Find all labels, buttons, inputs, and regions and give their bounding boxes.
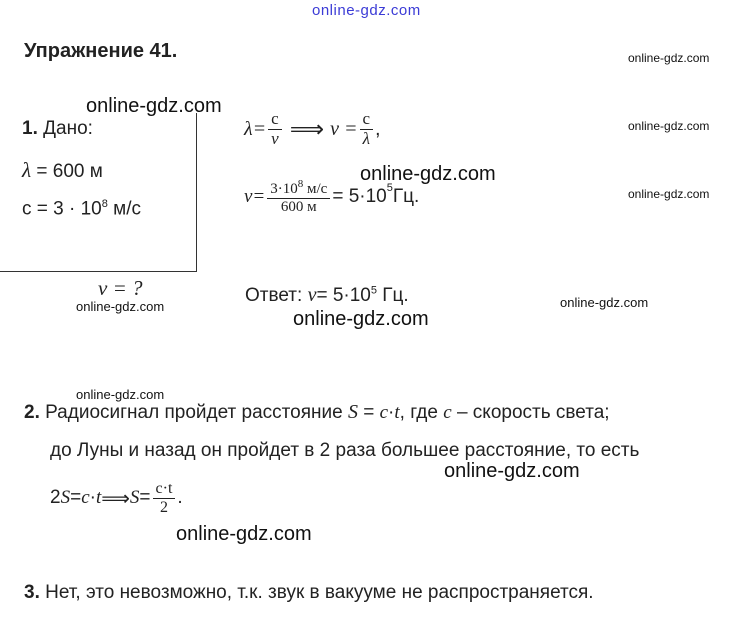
given-header xyxy=(22,118,93,140)
answer-nu: ν xyxy=(307,284,317,306)
watermark: online-gdz.com xyxy=(176,523,312,545)
lambda-symbol: λ xyxy=(22,158,32,182)
calc-line xyxy=(244,178,419,215)
dot: · xyxy=(388,402,395,423)
var-t: t xyxy=(394,402,400,423)
var-S: S xyxy=(347,401,358,423)
fraction-denominator: 2 xyxy=(159,498,168,516)
answer-line xyxy=(245,284,409,307)
p2-text: = xyxy=(357,402,380,423)
eq: = xyxy=(139,487,151,509)
calc-lhs: ν= xyxy=(244,185,266,207)
calc-result-exp: 5 xyxy=(386,182,393,194)
formula-lhs: λ= xyxy=(244,117,267,140)
p2-text: Радиосигнал пройдет расстояние xyxy=(45,402,348,423)
calc-result-unit: Гц. xyxy=(392,185,420,207)
calc-denominator: 600 м xyxy=(280,198,317,215)
watermark: online-gdz.com xyxy=(444,460,580,482)
fraction-denominator: ν xyxy=(271,128,279,148)
calc-result: = 5·10 xyxy=(332,185,387,207)
var-c: c xyxy=(379,402,389,423)
formula-rhs: ν = xyxy=(330,117,358,140)
watermark: online-gdz.com xyxy=(628,187,710,201)
fraction-numerator: c xyxy=(360,110,374,130)
fraction-c-over-lambda xyxy=(360,110,374,148)
p2-text: , где xyxy=(399,402,444,423)
c-unit: м/с xyxy=(107,198,141,220)
fraction-denominator: λ xyxy=(362,128,370,148)
watermark: online-gdz.com xyxy=(628,51,710,65)
problem-number: 2. xyxy=(24,402,40,423)
p2-line2: до Луны и назад он пройдет в 2 раза большее расстояние, то есть xyxy=(50,440,640,461)
answer-exp: 5 xyxy=(370,284,377,297)
var-c: c xyxy=(81,487,90,509)
find-nu: ν = ? xyxy=(98,276,143,300)
eq: = xyxy=(70,487,82,509)
p2-line1 xyxy=(24,401,610,424)
s-fraction xyxy=(153,480,176,516)
problem-number: 1. xyxy=(22,118,38,139)
given-lambda xyxy=(22,158,103,183)
problem-number: 3. xyxy=(24,582,40,603)
watermark: online-gdz.com xyxy=(293,308,429,330)
c-value: c = 3 · 10 xyxy=(22,198,102,220)
fraction-numerator: c xyxy=(268,110,282,130)
watermark: online-gdz.com xyxy=(86,95,222,117)
watermark: online-gdz.com xyxy=(628,119,710,133)
var-S: S xyxy=(60,487,71,509)
implies-arrow: ⟹ xyxy=(101,487,130,510)
p3-line xyxy=(24,582,594,604)
p2-formula xyxy=(50,480,183,516)
p2-text: – скорость света; xyxy=(451,402,610,423)
answer-value: = 5·10 xyxy=(316,285,371,306)
watermark: online-gdz.com xyxy=(76,387,165,402)
dot: · xyxy=(89,487,96,509)
calc-numerator xyxy=(267,178,330,199)
var-c: c xyxy=(443,402,452,423)
answer-label: Ответ: xyxy=(245,285,303,306)
lambda-value: = 600 м xyxy=(36,161,103,182)
calc-num-unit: м/с xyxy=(303,181,328,197)
period: . xyxy=(177,487,183,509)
c-exponent: 8 xyxy=(101,198,108,210)
var-t: t xyxy=(95,487,102,509)
f-two: 2 xyxy=(50,487,61,509)
given-c xyxy=(22,198,141,220)
calc-num-exp: 8 xyxy=(297,178,304,190)
fraction-c-over-nu xyxy=(268,110,282,148)
given-label: Дано: xyxy=(43,118,93,139)
answer-unit: Гц. xyxy=(376,285,409,306)
implies-arrow: ⟹ xyxy=(289,115,325,143)
exercise-title: Упражнение 41. xyxy=(24,40,178,62)
watermark: online-gdz.com xyxy=(360,163,496,185)
formula-line xyxy=(244,110,381,148)
watermark-top: online-gdz.com xyxy=(312,2,421,19)
calc-fraction xyxy=(267,178,330,215)
fraction-numerator: c·t xyxy=(153,480,176,499)
var-S: S xyxy=(129,487,140,509)
p3-text: Нет, это невозможно, т.к. звук в вакууме не распространяется. xyxy=(45,582,594,603)
watermark: online-gdz.com xyxy=(76,299,165,314)
watermark: online-gdz.com xyxy=(560,295,649,310)
calc-num-base: 3·10 xyxy=(270,181,298,197)
comma: , xyxy=(375,117,381,140)
